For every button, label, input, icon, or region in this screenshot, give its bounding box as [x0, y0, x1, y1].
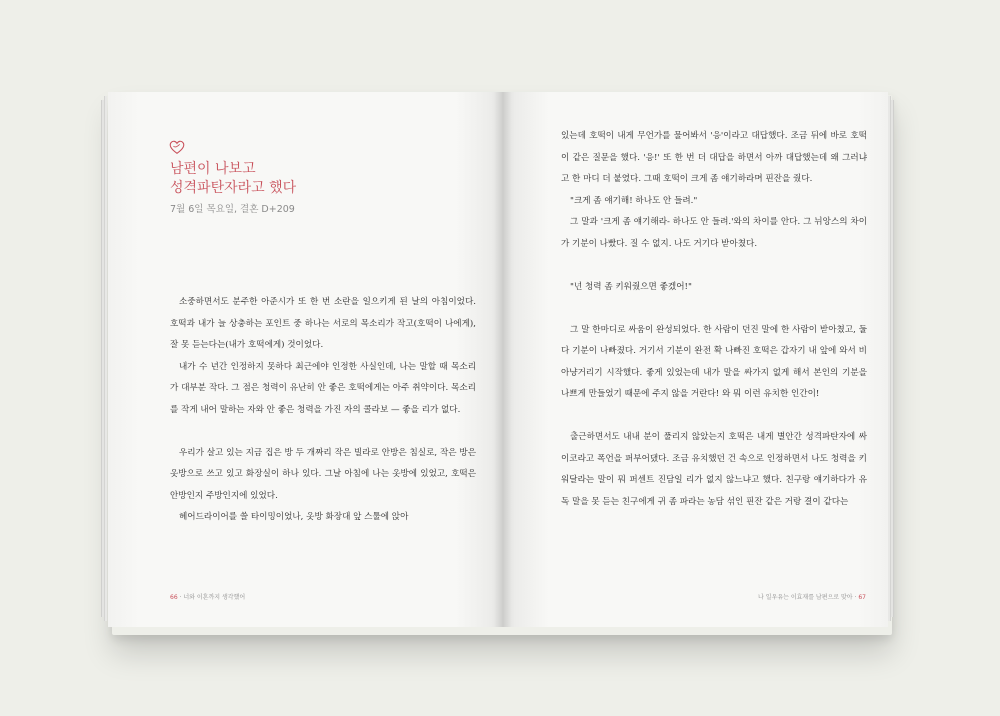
- book-gutter: [494, 92, 512, 627]
- paragraph: "넌 청력 좀 키워줬으면 좋겠어!": [570, 281, 692, 292]
- left-page: [108, 92, 503, 627]
- page-number: 67: [858, 594, 866, 601]
- paragraph: 소중하면서도 분주한 아준시가 또 한 번 소란을 일으키게 된 날의 아침이었다. 호떡과 내가 늘 상충하는 포인트 중 하나는 서로의 목소리가 작고(호떡이 나에게), 잘 못 듣는다는(내가 호떡에게) 것이었다.: [170, 297, 476, 350]
- running-head: 나 일우유는 이효재를 남편으로 맞아: [758, 594, 853, 601]
- right-body-text: [561, 126, 867, 513]
- paragraph: 그 말 한마디로 싸움이 완성되었다. 한 사람이 던진 말에 한 사람이 받아쳤고, 둘 다 기분이 나빠졌다. 거기서 기분이 완전 확 나빠진 호떡은 갑자기 내 앞에 와서 비아냥거리기 시작했다. 좋게 있었는데 내가 말을 싸가지 없게 해서 본인의 기분을 나쁘게 만들었기 때문에 주지 않을 거란다! 와 뭐 이런 유치한 인간이!: [561, 324, 867, 399]
- paragraph-gap: [561, 255, 867, 277]
- heart-outline-icon: [168, 138, 186, 156]
- folio-separator: ·: [179, 594, 184, 601]
- paragraph-gap: [561, 298, 867, 320]
- chapter-title-line-1: 남편이 나보고: [170, 161, 256, 177]
- paragraph-gap: [170, 421, 476, 443]
- paragraph: 출근하면서도 내내 분이 풀리지 않았는지 호떡은 내게 별안간 성격파탄자에 싸이코라고 폭언을 퍼부어댔다. 조금 유치했던 건 속으로 인정하면서 나도 청력을 키워달라는 말이 뭐 퍼센트 진담일 리가 없지 않느냐고 했다. 친구랑 얘기하다가 유독 말을 못 듣는 친구에게 귀 좀 파라는 농담 섞인 핀잔 같은 거랑 결이 같다는: [561, 432, 867, 507]
- chapter-date: 7월 6일 목요일, 결혼 D+209: [170, 204, 295, 215]
- chapter-title-line-2: 성격파탄자라고 했다: [170, 180, 297, 196]
- left-body-text: [170, 292, 476, 529]
- right-page-edge-outer: [891, 100, 894, 617]
- right-page-edge: [888, 96, 891, 621]
- page-number: 66: [170, 594, 178, 601]
- paragraph-gap: [561, 406, 867, 428]
- left-folio: [170, 592, 245, 601]
- paragraph: 우리가 살고 있는 지금 집은 방 두 개짜리 작은 빌라로 안방은 침실로, 작은 방은 옷방으로 쓰고 있고 화장실이 하나 있다. 그날 아침에 나는 옷방에 있었고, 호떡은 안방인지 주방인지에 있었다.: [170, 447, 476, 501]
- paragraph: "크게 좀 얘기해! 하나도 안 들려.": [570, 195, 698, 206]
- paragraph: 있는데 호떡이 내게 무언가를 물어봐서 '응'이라고 대답했다. 조금 뒤에 바로 호떡이 같은 질문을 했다. '응!' 또 한 번 더 대답을 하면서 아까 대답했는데 왜 그러냐고 한 마디 더 붙였다. 그때 호떡이 크게 좀 얘기하라며 핀잔을 줬다.: [561, 131, 867, 184]
- running-head: 너와 이혼까지 생각했어: [183, 594, 246, 601]
- paragraph: 헤어드라이어를 쓸 타이밍이었나, 옷방 화장대 앞 스툴에 앉아: [179, 512, 409, 522]
- left-page-edge: [104, 96, 107, 621]
- paragraph: 내가 수 년간 인정하지 못하다 최근에야 인정한 사실인데, 나는 말할 때 목소리가 대부분 작다. 그 점은 청력이 유난히 안 좋은 호떡에게는 아주 취약이다. 목소리를 작게 내어 말하는 자와 안 좋은 청력을 가진 자의 콜라보 — 좋을 리가 없다.: [170, 361, 476, 415]
- chapter-title: [170, 160, 296, 198]
- right-page: [503, 92, 888, 627]
- right-folio: [758, 592, 866, 601]
- folio-separator: ·: [854, 594, 859, 601]
- paragraph: 그 말과 '크게 좀 얘기해라- 하나도 안 들려.'와의 차이를 안다. 그 뉘앙스의 차이가 기분이 나빴다. 질 수 없지. 나도 거기다 받아쳤다.: [561, 217, 867, 249]
